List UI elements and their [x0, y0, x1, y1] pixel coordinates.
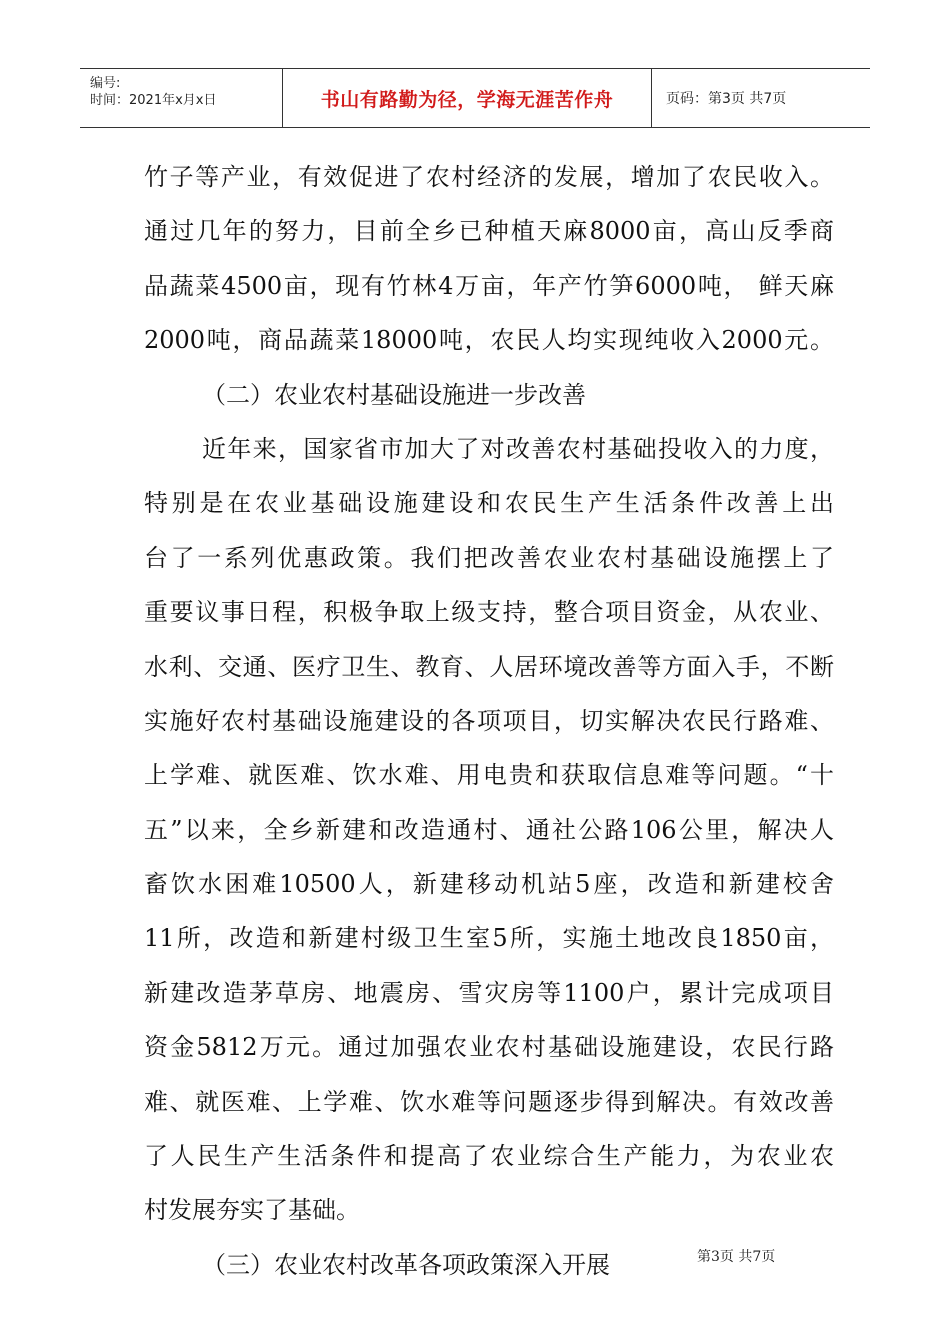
section-heading: （三）农业农村改革各项政策深入开展	[202, 1250, 610, 1279]
document-body	[144, 150, 834, 1292]
document-number-label: 编号:	[90, 76, 121, 91]
document-time-label: 时间：2021年x月x日	[90, 93, 217, 108]
section-heading: （二）农业农村基础设施进一步改善	[202, 380, 586, 409]
body-line: 2000吨，商品蔬菜18000吨，农民人均实现纯收入2000元。	[144, 326, 834, 355]
body-line: 通过几年的努力，目前全乡已种植天麻8000亩，高山反季商	[144, 217, 834, 246]
header-motto: 书山有路勤为径，学海无涯苦作舟	[282, 69, 652, 127]
body-line: 特别是在农业基础设施建设和农民生产生活条件改善上出	[144, 489, 834, 518]
body-line: 村发展夯实了基础。	[144, 1196, 360, 1225]
body-line: 水利、交通、医疗卫生、教育、人居环境改善等方面入手，不断	[144, 652, 834, 681]
body-line: 实施好农村基础设施建设的各项项目，切实解决农民行路难、	[144, 706, 834, 735]
page-footer: 第3页 共7页	[697, 1249, 776, 1265]
body-line: 资金5812万元。通过加强农业农村基础设施建设，农民行路	[144, 1033, 834, 1062]
body-line: 11所，改造和新建村级卫生室5所，实施土地改良1850亩，	[144, 924, 834, 953]
page-header	[80, 68, 870, 128]
body-line: 新建改造茅草房、地震房、雪灾房等1100户，累计完成项目	[144, 978, 834, 1007]
body-line: 品蔬菜4500亩，现有竹林4万亩，年产竹笋6000吨， 鲜天麻	[144, 271, 834, 300]
body-line: 上学难、就医难、饮水难、用电贵和获取信息难等问题。“十	[144, 761, 834, 790]
body-line: 畜饮水困难10500人，新建移动机站5座，改造和新建校舍	[144, 870, 834, 899]
body-line: 近年来，国家省市加大了对改善农村基础投收入的力度，	[202, 434, 834, 463]
body-line: 竹子等产业，有效促进了农村经济的发展，增加了农民收入。	[144, 163, 834, 191]
body-line: 了人民生产生活条件和提高了农业综合生产能力，为农业农	[144, 1142, 834, 1171]
body-line: 台了一系列优惠政策。我们把改善农业农村基础设施摆上了	[144, 543, 834, 572]
body-line: 重要议事日程，积极争取上级支持，整合项目资金，从农业、	[144, 598, 834, 627]
body-line: 五”以来，全乡新建和改造通村、通社公路106公里，解决人	[144, 815, 834, 844]
header-meta	[80, 69, 282, 127]
body-line: 难、就医难、上学难、饮水难等问题逐步得到解决。有效改善	[144, 1087, 834, 1116]
header-page-info: 页码：第3页 共7页	[666, 91, 787, 107]
